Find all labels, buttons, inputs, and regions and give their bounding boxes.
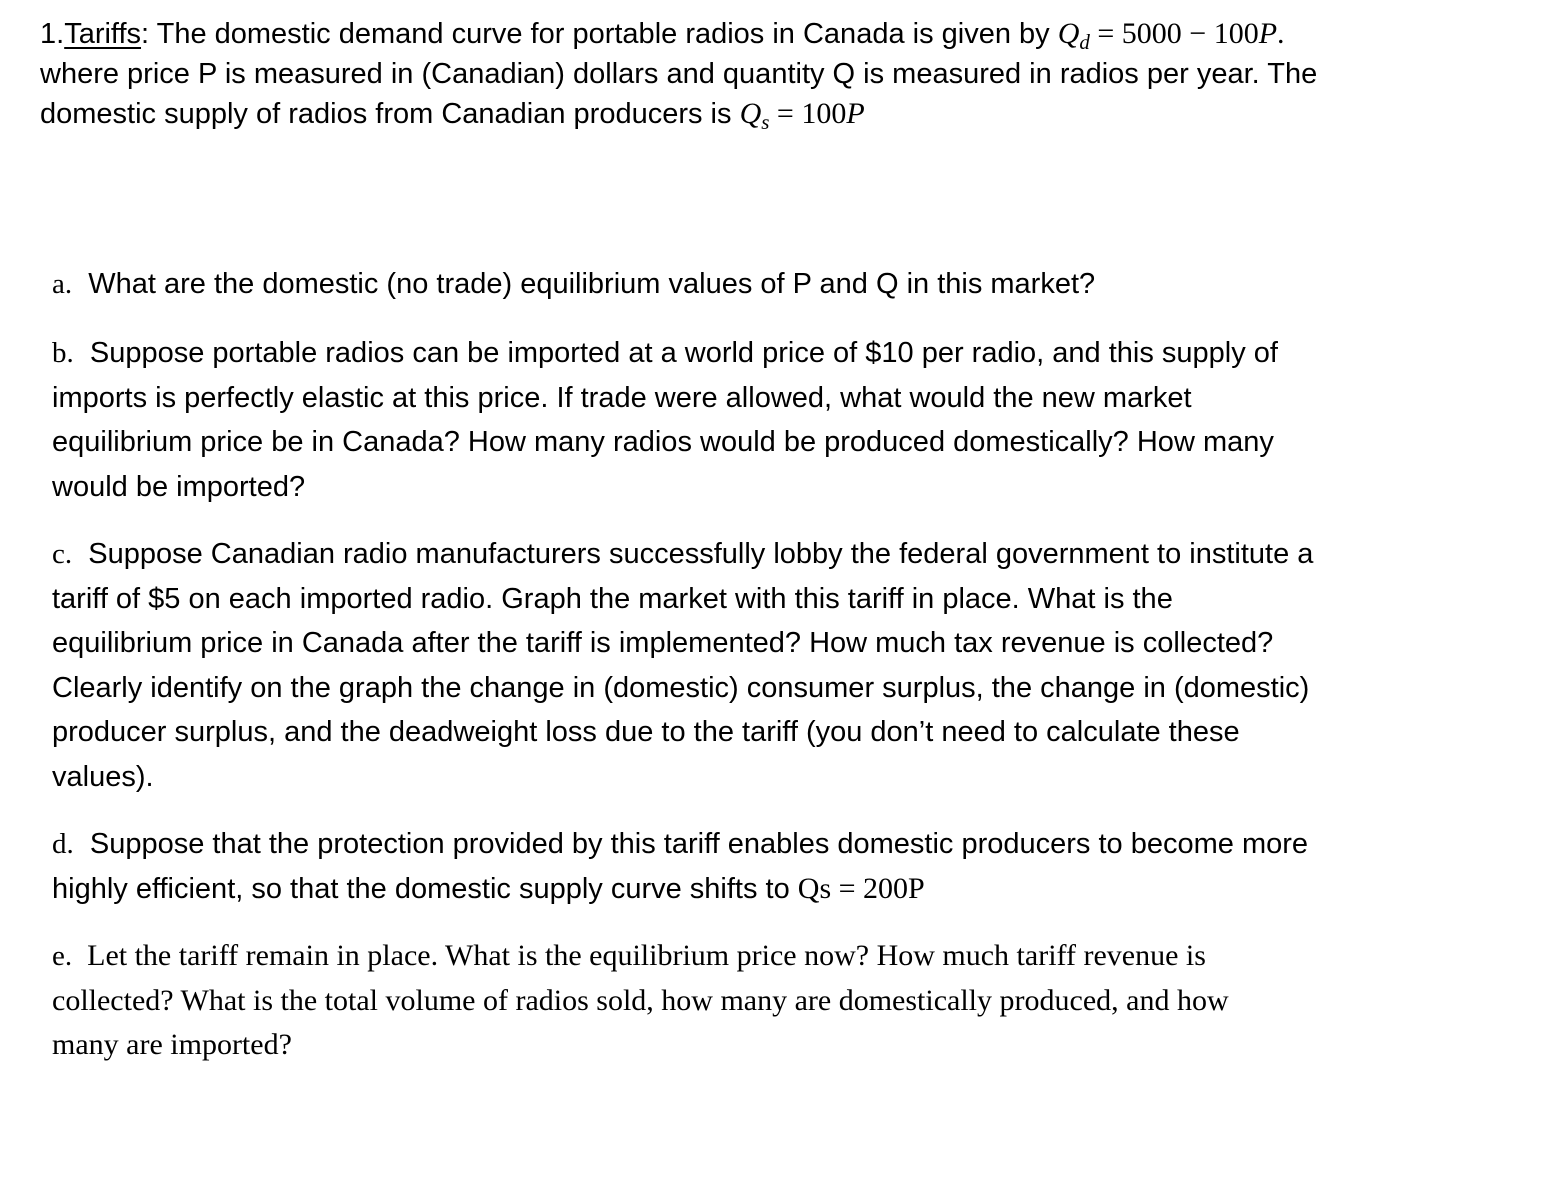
question-c-line-4: Clearly identify on the graph the change in (domestic) consumer surplus, the change in (domestic) — [52, 671, 1310, 704]
question-d-line-2: highly efficient, so that the domestic supply curve shifts to Qs = 200P — [52, 871, 925, 905]
question-d-letter: d. — [52, 828, 74, 860]
question-b — [52, 331, 1512, 509]
demand-equation: $Q_d = 5000 - 100P$. — [1057, 17, 1285, 54]
question-c-line-5: producer surplus, and the deadweight loss due to the tariff (you don’t need to calculate these — [52, 716, 1240, 748]
question-c-line-3: equilibrium price in Canada after the tariff is implemented? How much tax revenue is collected? — [52, 627, 1274, 659]
question-c-line-2: tariff of $5 on each imported radio. Graph the market with this tariff in place. What is the — [52, 582, 1173, 615]
question-e — [52, 934, 1512, 1068]
question-c-line-6: values). — [52, 760, 154, 793]
intro-line-1-text: : The domestic demand curve for portable radios in Canada is given by — [141, 18, 1058, 50]
question-b-line-2: imports is perfectly elastic at this price. If trade were allowed, what would the new market — [52, 381, 1192, 414]
question-a-text: What are the domestic (no trade) equilibrium values of P and Q in this market? — [88, 268, 1096, 300]
question-b-line-1: Suppose portable radios can be imported at a world price of $10 per radio, and this supply of — [89, 337, 1278, 369]
question-c — [52, 532, 1512, 799]
question-a-letter: a. — [52, 268, 73, 300]
problem-number: 1. — [40, 18, 65, 50]
question-c-letter: c. — [52, 538, 73, 570]
question-d — [52, 822, 1512, 911]
question-c-line-1: Suppose Canadian radio manufacturers successfully lobby the federal government to institute a — [88, 538, 1314, 570]
intro-line-3: domestic supply of radios from Canadian producers is $Q_s = 100P$ — [40, 97, 865, 134]
question-e-line-2: collected? What is the total volume of radios sold, how many are domestically produced, and how — [52, 983, 1229, 1017]
supply-equation: $Q_s = 100P$ — [739, 97, 865, 134]
question-b-letter: b. — [52, 337, 74, 369]
question-e-line-3: many are imported? — [52, 1028, 292, 1061]
intro-line-1 — [40, 14, 1520, 54]
problem-intro — [40, 14, 1520, 134]
question-e-letter: e. — [52, 940, 73, 972]
intro-line-2: where price P is measured in (Canadian) dollars and quantity Q is measured in radios per year. The — [40, 58, 1318, 90]
new-supply-equation: Qs = 200P — [797, 871, 925, 905]
question-d-line-1: Suppose that the protection provided by this tariff enables domestic producers to become more — [89, 828, 1309, 860]
question-a — [52, 262, 1512, 307]
question-e-line-1: Let the tariff remain in place. What is the equilibrium price now? How much tariff revenue is — [87, 939, 1206, 972]
question-b-line-3: equilibrium price be in Canada? How many radios would be produced domestically? How many — [52, 426, 1274, 458]
question-b-line-4: would be imported? — [52, 470, 306, 503]
problem-topic: Tariffs — [64, 18, 142, 50]
